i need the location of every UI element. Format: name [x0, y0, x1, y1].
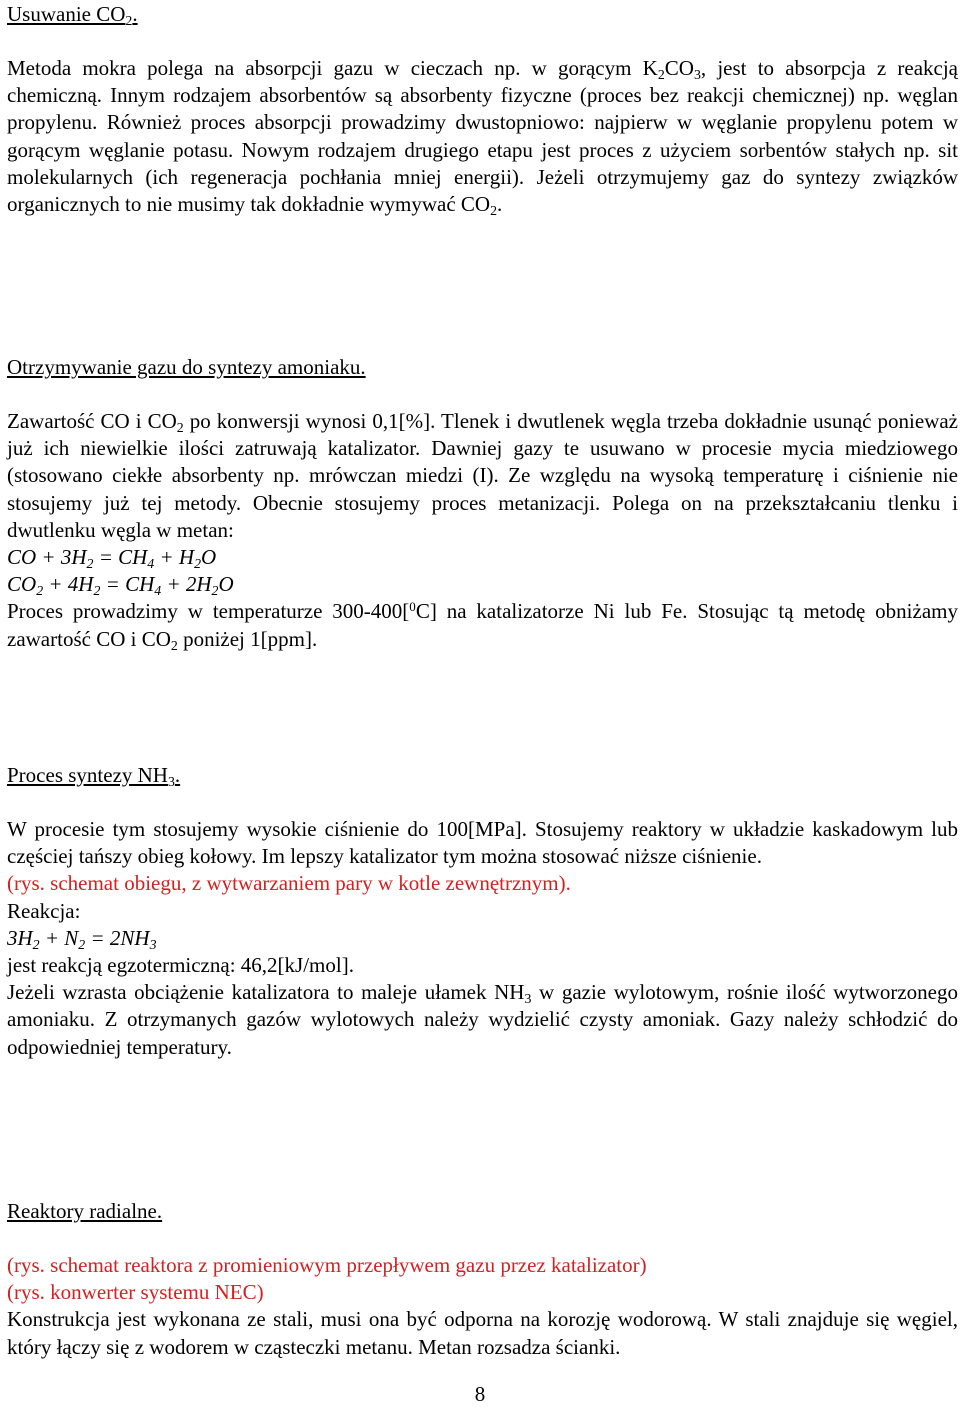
- equation-co-methanation: CO + $3H_2 = CH_4 + H_2O$: [7, 545, 217, 571]
- section-nh3-synthesis: [7, 762, 958, 789]
- paragraph-catalyst-load: Jeżeli wzrasta obciążenie katalizatora to maleje ułamek $NH_3$ w gazie wylotowym, rośnie ilość wytworzonego amoniaku. Z otrzymanych gazów wylotowych należy wydzielić czysty amoniak. Gazy należy schłodzić do odpowiedniej temperatury.: [7, 980, 958, 1059]
- figure-note-nec: (rys. konwerter systemu NEC): [7, 1280, 264, 1305]
- paragraph-radial-reactors: [7, 1252, 958, 1361]
- paragraph-nh3-process: W procesie tym stosujemy wysokie ciśnienie do 100[MPa]. Stosujemy reaktory w układzie kaskadowym lub częściej tańszy obieg kołowy. Im lepszy katalizator tym można stosować niższe ciśnienie. (rys. schemat obiegu, z wytwarzaniem pary w kotle zewnętrznym). Reakcja: $3H_2 + N_2 = 2NH_3$ jest reakcją egzotermiczną: 46,2[kJ/mol]. Jeżeli wzrasta obciążenie katalizatora to maleje ułamek $NH_3$ w gazie wylotowym, rośnie ilość wytworzonego amoniaku. Z otrzymanych gazów wylotowych należy wydzielić czysty amoniak. Gazy należy schłodzić do odpowiedniej temperatury.: [7, 816, 958, 1061]
- paragraph-wet-method: Metoda mokra polega na absorpcji gazu w cieczach np. w gorącym $K_2CO_3$, jest to absorpcja z reakcją chemiczną. Innym rodzajem absorbentów są absorbenty fizyczne (proces bez reakcji chemicznej) np. węglan propylenu. Również proces absorpcji prowadzimy dwustopniowo: najpierw w węglanie propylenu potem w gorącym węglanie potasu. Nowym rodzajem drugiego etapu jest proces z użyciem sorbentów stałych np. sit molekularnych (ich regeneracja pochłania mniej energii). Jeżeli otrzymujemy gaz do syntezy związków organicznych to nie musimy tak dokładnie wymywać $CO_2$.: [7, 56, 959, 218]
- section-ammonia-gas: [7, 354, 958, 381]
- exothermic-note: jest reakcją egzotermiczną: 46,2[kJ/mol].: [7, 953, 354, 978]
- heading-co2-removal: Usuwanie $CO_2$.: [7, 2, 138, 28]
- paragraph-process-temperature: Proces prowadzimy w temperaturze 300-400[$^0$C] na katalizatorze Ni lub Fe. Stosując tą metodę obniżamy zawartość CO i $CO_2$ poniżej 1[ppm].: [7, 599, 958, 653]
- paragraph-construction: Konstrukcja jest wykonana ze stali, musi ona być odporna na korozję wodorową. W stali znajduje się węgiel, który łączy się z wodorem w cząsteczki metanu. Metan rozsadza ścianki.: [7, 1307, 958, 1359]
- page-number: 8: [474, 1382, 486, 1406]
- equation-nh3: $3H_2 + N_2 = 2NH_3$: [7, 925, 157, 952]
- section-co2-removal: [7, 1, 958, 28]
- equation-co2-methanation: $CO_2 + 4H_2 = CH_4 + 2H_2O$: [7, 572, 234, 599]
- paragraph-methanation: Zawartość CO i $CO_2$ po konwersji wynosi 0,1[%]. Tlenek i dwutlenek węgla trzeba dokładnie usunąć ponieważ już ich niewielkie ilości zatruwają katalizator. Dawniej gazy te usuwano w procesie mycia miedziowego (stosowano ciekłe absorbenty np. mrówczan miedzi (I). Ze względu na wysoką temperaturę i ciśnienie nie stosujemy już tej metody. Obecnie stosujemy proces metanizacji. Polega on na przekształcaniu tlenku i dwutlenku węgla w metan: CO + $3H_2 = CH_4 + H_2O$ $CO_2 + 4H_2 = CH_4 + 2H_2O$ Proces prowadzimy w temperaturze 300-400[$^0$C] na katalizatorze Ni lub Fe. Stosując tą metodę obniżamy zawartość CO i $CO_2$ poniżej 1[ppm].: [7, 409, 958, 653]
- section-radial-reactors: [7, 1198, 958, 1225]
- figure-note-radial: (rys. schemat reaktora z promieniowym przepływem gazu przez katalizator): [7, 1253, 647, 1277]
- heading-nh3-synthesis: Proces syntezy $NH_3$.: [7, 763, 181, 789]
- figure-note-cycle: (rys. schemat obiegu, z wytwarzaniem pary w kotle zewnętrznym).: [7, 871, 571, 896]
- heading-ammonia-gas: Otrzymywanie gazu do syntezy amoniaku.: [7, 355, 366, 379]
- heading-radial-reactors: Reaktory radialne.: [7, 1199, 163, 1223]
- reaction-label: Reakcja:: [7, 898, 81, 923]
